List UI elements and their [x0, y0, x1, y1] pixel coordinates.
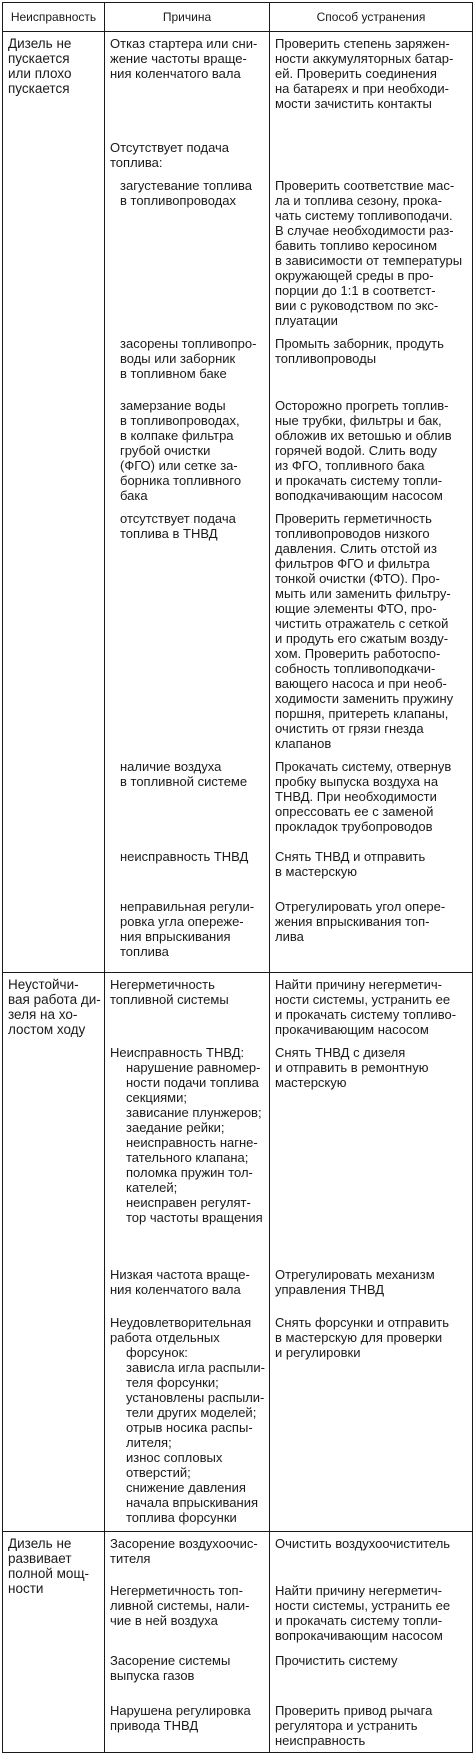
cause-cell: [105, 845, 270, 895]
remedy-text: клапанов: [275, 735, 332, 751]
table-row: [3, 32, 473, 136]
remedy-text: неисправность: [275, 1733, 366, 1748]
remedy-text: Снять ТНВД и отправить: [275, 848, 426, 864]
cause-text: в топливной системе: [120, 773, 248, 789]
remedy-text: регулятора и устранить: [275, 1718, 418, 1733]
remedy-cell: [270, 1531, 473, 1579]
remedy-text: ности системы, устранить ее: [275, 1598, 451, 1613]
remedy-text: Очистить воздухоочиститель: [275, 1535, 451, 1551]
fault-text: Дизель не: [8, 1535, 72, 1551]
fault-text: ности: [8, 1580, 44, 1596]
cause-text: ливной системы, нали-: [110, 1598, 250, 1613]
cause-text: работа отдельных: [110, 1330, 220, 1345]
remedy-text: ные трубки, фильтры и бак,: [275, 412, 442, 428]
header-fault: Неисправность: [3, 3, 105, 32]
cause-text: зависание плунжеров;: [126, 1105, 262, 1120]
remedy-text: Проверить привод рычага: [275, 1703, 433, 1718]
cause-cell: [105, 332, 270, 394]
cause-text: начала впрыскивания: [126, 1495, 258, 1510]
fault-text: пускается: [8, 81, 70, 96]
cause-text: отсутствует подача: [120, 510, 236, 526]
remedy-text: бавить топливо керосином: [275, 237, 438, 253]
cause-text: Отсутствует подача: [110, 139, 230, 155]
remedy-text: чать систему топливоподачи.: [275, 207, 453, 223]
remedy-text: вии с руководством по экс-: [275, 297, 439, 313]
remedy-cell: [270, 1263, 473, 1311]
remedy-text: Отрегулировать угол опере-: [275, 898, 446, 914]
cause-text: Нарушена регулировка: [110, 1703, 251, 1718]
cause-text: тели других моделей;: [126, 1405, 257, 1420]
remedy-text: жения впрыскивания топ-: [275, 913, 430, 929]
cause-text: в топливопроводах: [120, 192, 236, 208]
cause-text: ния коленчатого вала: [110, 66, 241, 81]
remedy-text: горячей водой. Слить воду: [275, 442, 438, 458]
cause-cell: [105, 1263, 270, 1311]
cause-cell: [105, 394, 270, 507]
remedy-text: и прокачать систему топли-: [275, 472, 443, 488]
fault-cell: [3, 973, 105, 1532]
cause-text: в топливном баке: [120, 365, 227, 381]
cause-text: ния коленчатого вала: [110, 1282, 241, 1297]
cause-text: Неудовлетворительная: [110, 1315, 252, 1330]
cause-text: износ сопловых: [126, 1450, 223, 1465]
cause-cell: [105, 1531, 270, 1579]
remedy-text: мости зачистить контакты: [275, 96, 432, 111]
remedy-text: Прочистить систему: [275, 1653, 398, 1668]
cause-text: секциями;: [126, 1090, 187, 1105]
remedy-text: Снять ТНВД с дизеля: [275, 1045, 406, 1060]
remedy-text: давления. Слить отстой из: [275, 540, 437, 556]
remedy-cell: [270, 136, 473, 174]
remedy-cell: [270, 1699, 473, 1753]
fault-table: [2, 2, 473, 1753]
remedy-text: и прокачать систему топливо-: [275, 1007, 457, 1022]
fault-text: или плохо: [8, 66, 72, 81]
cause-text: неправильная регули-: [120, 898, 255, 914]
remedy-cell: [270, 1041, 473, 1263]
cause-text: засорены топливопро-: [120, 335, 257, 351]
remedy-text: и отправить в ремонтную: [275, 1060, 429, 1075]
cause-cell: [105, 136, 270, 174]
remedy-text: мастерскую: [275, 1075, 347, 1090]
cause-text: Засорение воздухоочис-: [110, 1535, 258, 1551]
remedy-text: и прокачать систему топли-: [275, 1613, 443, 1628]
cause-text: бака: [120, 487, 148, 503]
remedy-text: пробку выпуска воздуха на: [275, 773, 439, 789]
remedy-text: чистить отражатель с сеткой: [275, 615, 449, 631]
remedy-text: Осторожно прогреть топлив-: [275, 397, 449, 413]
remedy-text: Проверить герметичность: [275, 510, 432, 526]
cause-text: теля форсунки;: [126, 1375, 219, 1390]
table-body: [3, 32, 473, 1753]
cause-text: кателей;: [126, 1180, 178, 1195]
remedy-text: из ФГО, топливного бака: [275, 457, 425, 473]
cause-text: (ФГО) или сетке за-: [120, 457, 238, 473]
cause-text: поломка пружин тол-: [126, 1165, 253, 1180]
fault-cell: [3, 1531, 105, 1753]
fault-text: развивает: [8, 1550, 72, 1566]
remedy-text: В случае необходимости раз-: [275, 222, 454, 238]
remedy-text: ТНВД. При необходимости: [275, 788, 437, 804]
cause-text: установлены распыли-: [126, 1390, 265, 1405]
cause-text: снижение давления: [126, 1480, 246, 1495]
remedy-text: вопрокачивающим насосом: [275, 1628, 443, 1643]
fault-cell: [3, 32, 105, 973]
cause-text: в топливопроводах,: [120, 412, 240, 428]
cause-text: форсунок:: [126, 1345, 188, 1360]
fault-text: зеля на хо-: [8, 1007, 78, 1022]
cause-text: ности подачи топлива: [126, 1075, 259, 1090]
cause-text: отрыв носика распы-: [126, 1420, 253, 1435]
remedy-text: Найти причину негерметич-: [275, 977, 442, 992]
cause-text: топлива в ТНВД: [120, 525, 218, 541]
cause-text: топлива:: [110, 154, 163, 170]
remedy-text: хом. Проверить работоспо-: [275, 645, 441, 661]
cause-cell: [105, 895, 270, 973]
cause-text: тательного клапана;: [126, 1150, 249, 1165]
remedy-text: собность топливоподкачи-: [275, 660, 436, 676]
cause-cell: [105, 973, 270, 1042]
remedy-text: и регулировки: [275, 1345, 361, 1360]
remedy-text: в мастерскую: [275, 863, 358, 879]
cause-text: неисправность ТНВД: [120, 848, 249, 864]
cause-text: лителя;: [126, 1435, 172, 1450]
cause-text: замерзание воды: [120, 397, 226, 413]
remedy-cell: [270, 1311, 473, 1531]
cause-cell: [105, 1649, 270, 1699]
cause-text: нарушение равномер-: [126, 1060, 261, 1075]
remedy-text: топливопроводы: [275, 350, 377, 366]
cause-text: в колпаке фильтра: [120, 427, 234, 443]
cause-text: заедание рейки;: [126, 1120, 225, 1135]
cause-text: Неисправность ТНВД:: [110, 1045, 245, 1060]
cause-text: загустевание топлива: [120, 177, 253, 193]
remedy-text: прокладок трубопроводов: [275, 818, 433, 834]
remedy-cell: [270, 973, 473, 1042]
remedy-text: воподкачивающим насосом: [275, 487, 443, 503]
remedy-text: управления ТНВД: [275, 1282, 385, 1297]
remedy-text: ющие элементы ФТО, про-: [275, 600, 437, 616]
cause-text: ния впрыскивания: [120, 928, 231, 944]
remedy-text: прокачивающим насосом: [275, 1022, 429, 1037]
cause-text: Отказ стартера или сни-: [110, 36, 258, 51]
header-cause: Причина: [105, 3, 270, 32]
remedy-text: ности аккумуляторных батар-: [275, 51, 454, 66]
cause-text: тителя: [110, 1550, 151, 1566]
remedy-text: ходимости заменить пружину: [275, 690, 454, 706]
fault-text: Неустойчи-: [8, 977, 79, 992]
remedy-text: в мастерскую для проверки: [275, 1330, 443, 1345]
remedy-cell: [270, 507, 473, 755]
remedy-text: очистить от грязи гнезда: [275, 720, 424, 736]
cause-text: воды или заборник: [120, 350, 236, 366]
header-remedy: Способ устранения: [270, 3, 473, 32]
remedy-cell: [270, 755, 473, 845]
remedy-text: Прокачать систему, отвернув: [275, 758, 452, 774]
cause-text: выпуска газов: [110, 1668, 195, 1683]
cause-text: топлива форсунки: [126, 1510, 237, 1525]
cause-text: наличие воздуха: [120, 758, 222, 774]
cause-text: зависла игла распыли-: [126, 1360, 265, 1375]
table-row: [3, 973, 473, 1042]
fault-text: Дизель не: [8, 36, 72, 51]
remedy-text: топливопроводов низкого: [275, 525, 430, 541]
remedy-text: Найти причину негерметич-: [275, 1583, 442, 1598]
cause-text: топлива: [120, 943, 169, 959]
fault-text: пускается: [8, 51, 70, 66]
remedy-text: поршня, притереть клапаны,: [275, 705, 449, 721]
cause-cell: [105, 1579, 270, 1649]
remedy-text: Промыть заборник, продуть: [275, 335, 444, 351]
remedy-text: на батареях и при необходи-: [275, 81, 449, 96]
remedy-text: плуатации: [275, 312, 338, 328]
remedy-cell: [270, 32, 473, 136]
remedy-text: обложив их ветошью и облив: [275, 427, 452, 443]
table-row: [3, 1531, 473, 1579]
remedy-text: лива: [275, 928, 304, 944]
cause-cell: [105, 32, 270, 136]
cause-text: борника топливного: [120, 472, 242, 488]
remedy-text: в зависимости от температуры: [275, 252, 463, 268]
fault-text: вая работа ди-: [8, 992, 101, 1007]
cause-cell: [105, 1041, 270, 1263]
remedy-text: ла и топлива сезону, прока-: [275, 192, 442, 208]
cause-text: тор частоты вращения: [126, 1210, 263, 1225]
remedy-text: тонкой очистки (ФТО). Про-: [275, 570, 440, 586]
remedy-cell: [270, 174, 473, 332]
cause-cell: [105, 755, 270, 845]
cause-text: отверстий;: [126, 1465, 191, 1480]
table-header-row: [3, 3, 473, 32]
remedy-text: опрессовать ее с заменой: [275, 803, 434, 819]
remedy-cell: [270, 895, 473, 973]
cause-text: Засорение системы: [110, 1653, 231, 1668]
remedy-cell: [270, 845, 473, 895]
remedy-text: порции до 1:1 в соответст-: [275, 282, 436, 298]
remedy-text: вающего насоса и при необ-: [275, 675, 447, 691]
cause-cell: [105, 507, 270, 755]
remedy-cell: [270, 394, 473, 507]
cause-cell: [105, 1311, 270, 1531]
cause-text: чие в ней воздуха: [110, 1613, 218, 1628]
fault-text: полной мощ-: [8, 1565, 90, 1581]
remedy-text: окружающей среды в про-: [275, 267, 434, 283]
cause-cell: [105, 1699, 270, 1753]
remedy-text: и продуть его сжатым возду-: [275, 630, 449, 646]
cause-text: привода ТНВД: [110, 1718, 199, 1733]
cause-text: Низкая частота враще-: [110, 1267, 250, 1282]
remedy-text: Снять форсунки и отправить: [275, 1315, 450, 1330]
cause-text: грубой очистки: [120, 442, 211, 458]
cause-text: ровка угла опереже-: [120, 913, 244, 929]
remedy-cell: [270, 1649, 473, 1699]
cause-text: жение частоты враще-: [110, 51, 247, 66]
remedy-text: Проверить степень заряжен-: [275, 36, 450, 51]
cause-text: топливной системы: [110, 992, 229, 1007]
remedy-text: Проверить соответствие мас-: [275, 177, 455, 193]
remedy-text: Отрегулировать механизм: [275, 1267, 435, 1282]
cause-cell: [105, 174, 270, 332]
cause-text: неисправен регулят-: [126, 1195, 251, 1210]
remedy-cell: [270, 1579, 473, 1649]
remedy-text: ности системы, устранить ее: [275, 992, 451, 1007]
cause-text: Негерметичность топ-: [110, 1583, 243, 1598]
remedy-text: мыть или заменить фильтру-: [275, 585, 451, 601]
cause-text: Негерметичность: [110, 977, 215, 992]
cause-text: неисправность нагне-: [126, 1135, 258, 1150]
fault-text: лостом ходу: [8, 1022, 86, 1037]
remedy-text: фильтров ФГО и фильтра: [275, 555, 430, 571]
remedy-cell: [270, 332, 473, 394]
remedy-text: ей. Проверить соединения: [275, 66, 437, 81]
